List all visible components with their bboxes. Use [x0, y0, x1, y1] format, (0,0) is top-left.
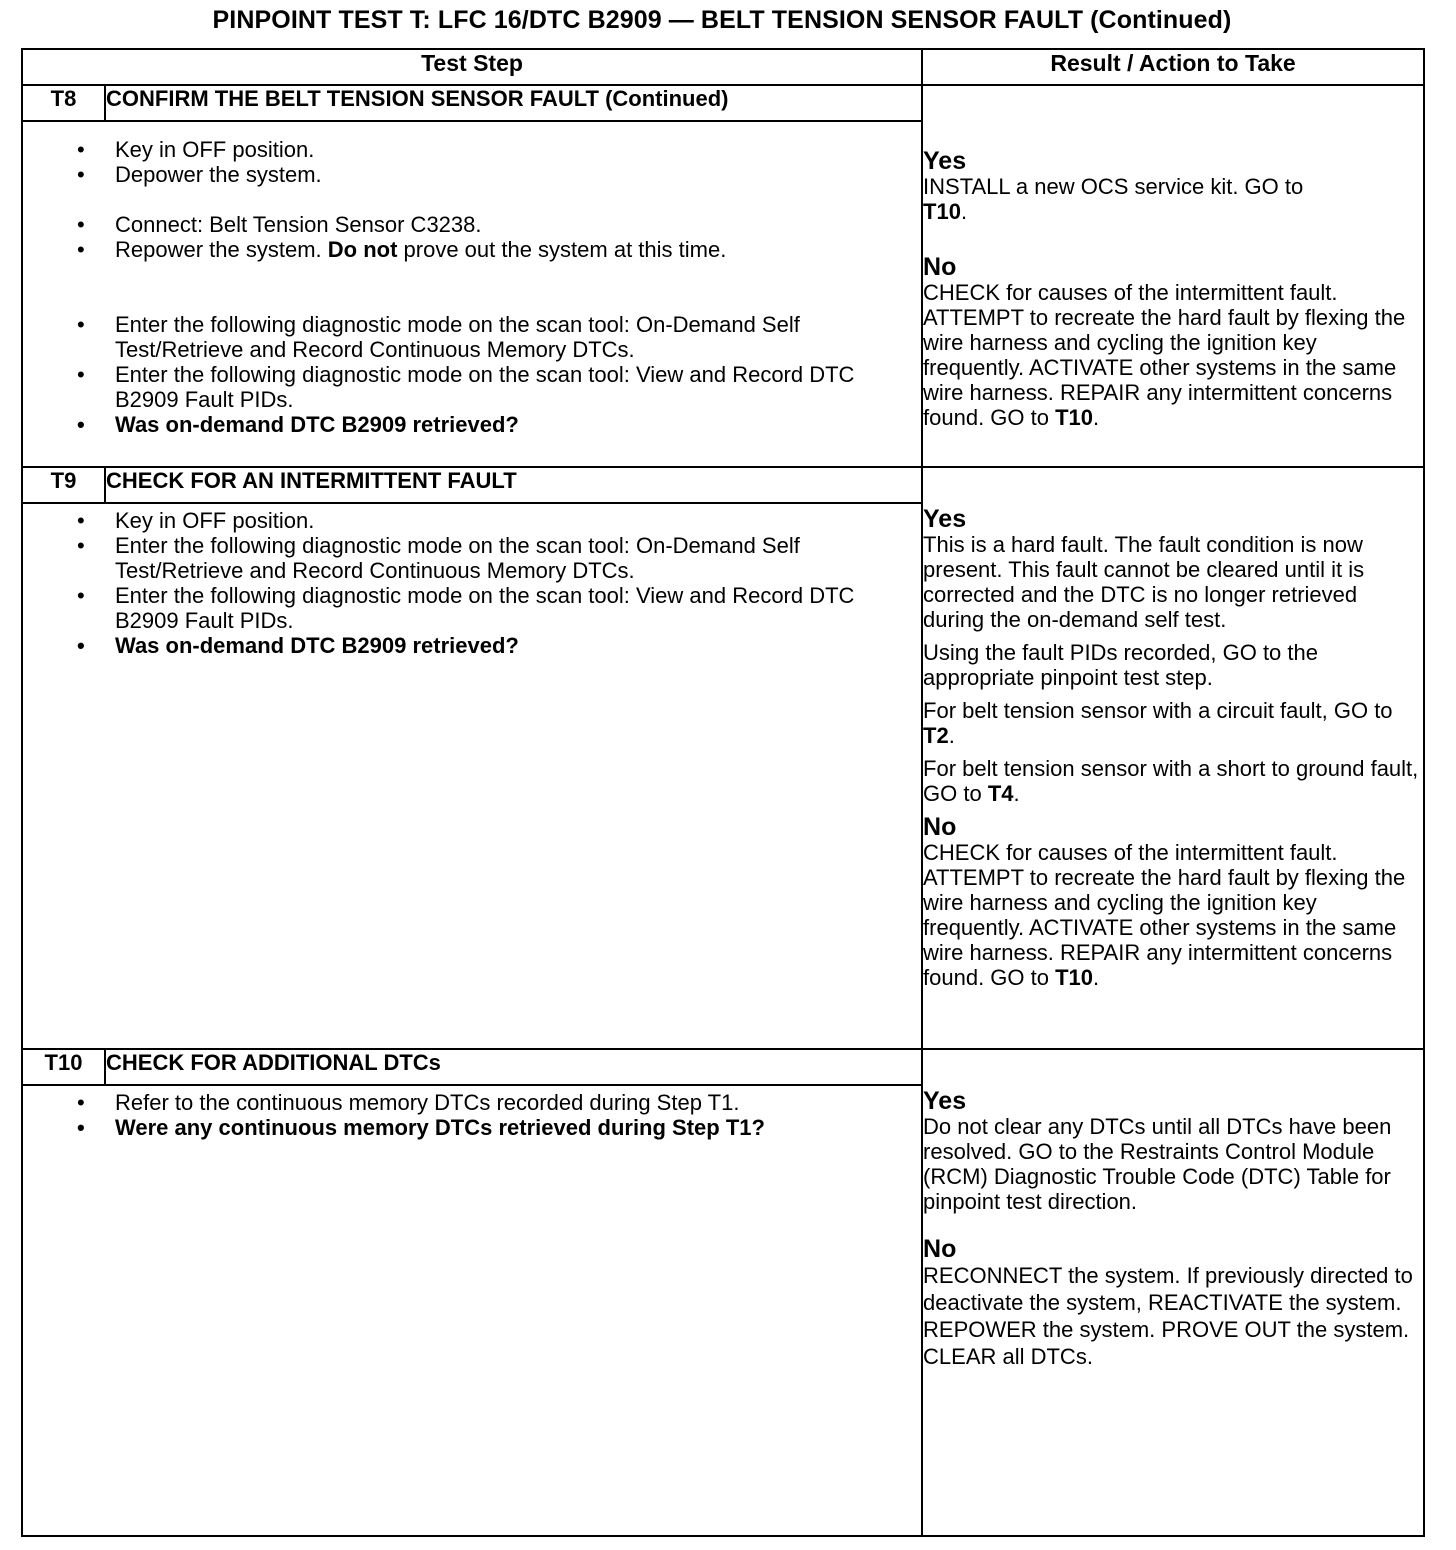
no-text-t10: RECONNECT the system. If previously directed to deactivate the system, REACTIVATE the system. REPOWER the system. PROVE OUT the system. CLEAR all DTCs.	[923, 1263, 1413, 1369]
yes-text-t8: INSTALL a new OCS service kit. GO to T10.	[923, 174, 1304, 224]
no-label-t8: No	[923, 253, 957, 281]
step-items-t9	[23, 508, 921, 658]
step-t9-title-row	[22, 467, 1424, 503]
list-item: • Was on-demand DTC B2909 retrieved?	[115, 633, 921, 658]
yes-label-t10: Yes	[923, 1087, 967, 1115]
list-item: • Enter the following diagnostic mode on the scan tool: View and Record DTC B2909 Fault PIDs.	[115, 583, 921, 633]
step-t10-title-row	[22, 1049, 1424, 1085]
result-t10	[922, 1049, 1424, 1536]
yes-text-t9-p2: Using the fault PIDs recorded, GO to the appropriate pinpoint test step.	[923, 640, 1318, 690]
list-item: • Refer to the continuous memory DTCs recorded during Step T1.	[115, 1090, 921, 1115]
yes-label-t8: Yes	[923, 147, 967, 175]
list-item: • Enter the following diagnostic mode on the scan tool: On-Demand Self Test/Retrieve and Record Continuous Memory DTCs.	[115, 312, 921, 362]
test-step-header: Test Step	[22, 49, 922, 85]
step-title-t10: CHECK FOR ADDITIONAL DTCs	[105, 1049, 922, 1085]
yes-text-t9-p4: For belt tension sensor with a short to ground fault, GO to T4.	[923, 756, 1419, 806]
result-t9	[922, 467, 1424, 1049]
yes-text-t9-p1: This is a hard fault. The fault condition is now present. This fault cannot be cleared until it is corrected and the DTC is no longer retrieved during the on-demand self test.	[923, 532, 1365, 632]
step-id-t9: T9	[22, 467, 105, 503]
step-items-t10	[23, 1090, 921, 1140]
no-text-t8: CHECK for causes of the intermittent fault. ATTEMPT to recreate the hard fault by flexing the wire harness and cycling the ignition key frequently. ACTIVATE other systems in the same wire harness. REPAIR any intermittent concerns found. GO to T10.	[923, 280, 1406, 430]
list-item: • Key in OFF position.	[115, 137, 921, 162]
step-body-t8	[22, 121, 922, 467]
step-body-t10	[22, 1085, 922, 1536]
yes-text-t10: Do not clear any DTCs until all DTCs have been resolved. GO to the Restraints Control Module (RCM) Diagnostic Trouble Code (DTC) Table for pinpoint test direction.	[923, 1114, 1392, 1214]
yes-label-t9: Yes	[923, 505, 967, 533]
list-item: • Enter the following diagnostic mode on the scan tool: On-Demand Self Test/Retrieve and Record Continuous Memory DTCs.	[115, 533, 921, 583]
pinpoint-test-table	[21, 48, 1425, 1537]
step-id-t10: T10	[22, 1049, 105, 1085]
table-header-row	[22, 49, 1424, 85]
list-item: • Enter the following diagnostic mode on the scan tool: View and Record DTC B2909 Fault PIDs.	[115, 362, 921, 412]
result-header: Result / Action to Take	[922, 49, 1424, 85]
yes-text-t9-p3: For belt tension sensor with a circuit fault, GO to T2.	[923, 698, 1393, 748]
step-t8-title-row	[22, 85, 1424, 121]
page-title: PINPOINT TEST T: LFC 16/DTC B2909 — BELT TENSION SENSOR FAULT (Continued)	[212, 6, 1232, 34]
list-item: • Repower the system. Do not prove out the system at this time.	[115, 237, 921, 262]
result-t8	[922, 85, 1424, 467]
list-item: • Depower the system.	[115, 162, 921, 187]
list-item: • Were any continuous memory DTCs retrieved during Step T1?	[115, 1115, 921, 1140]
list-item: • Connect: Belt Tension Sensor C3238.	[115, 212, 921, 237]
no-label-t10: No	[923, 1235, 957, 1263]
no-text-t9: CHECK for causes of the intermittent fault. ATTEMPT to recreate the hard fault by flexing the wire harness and cycling the ignition key frequently. ACTIVATE other systems in the same wire harness. REPAIR any intermittent concerns found. GO to T10.	[923, 840, 1406, 990]
step-items-t8	[23, 137, 921, 437]
step-body-t9	[22, 503, 922, 1049]
list-item: • Key in OFF position.	[115, 508, 921, 533]
step-id-t8: T8	[22, 85, 105, 121]
step-title-t9: CHECK FOR AN INTERMITTENT FAULT	[105, 467, 922, 503]
no-label-t9: No	[923, 813, 957, 841]
list-item: • Was on-demand DTC B2909 retrieved?	[115, 412, 921, 437]
step-title-t8: CONFIRM THE BELT TENSION SENSOR FAULT (Continued)	[105, 85, 922, 121]
